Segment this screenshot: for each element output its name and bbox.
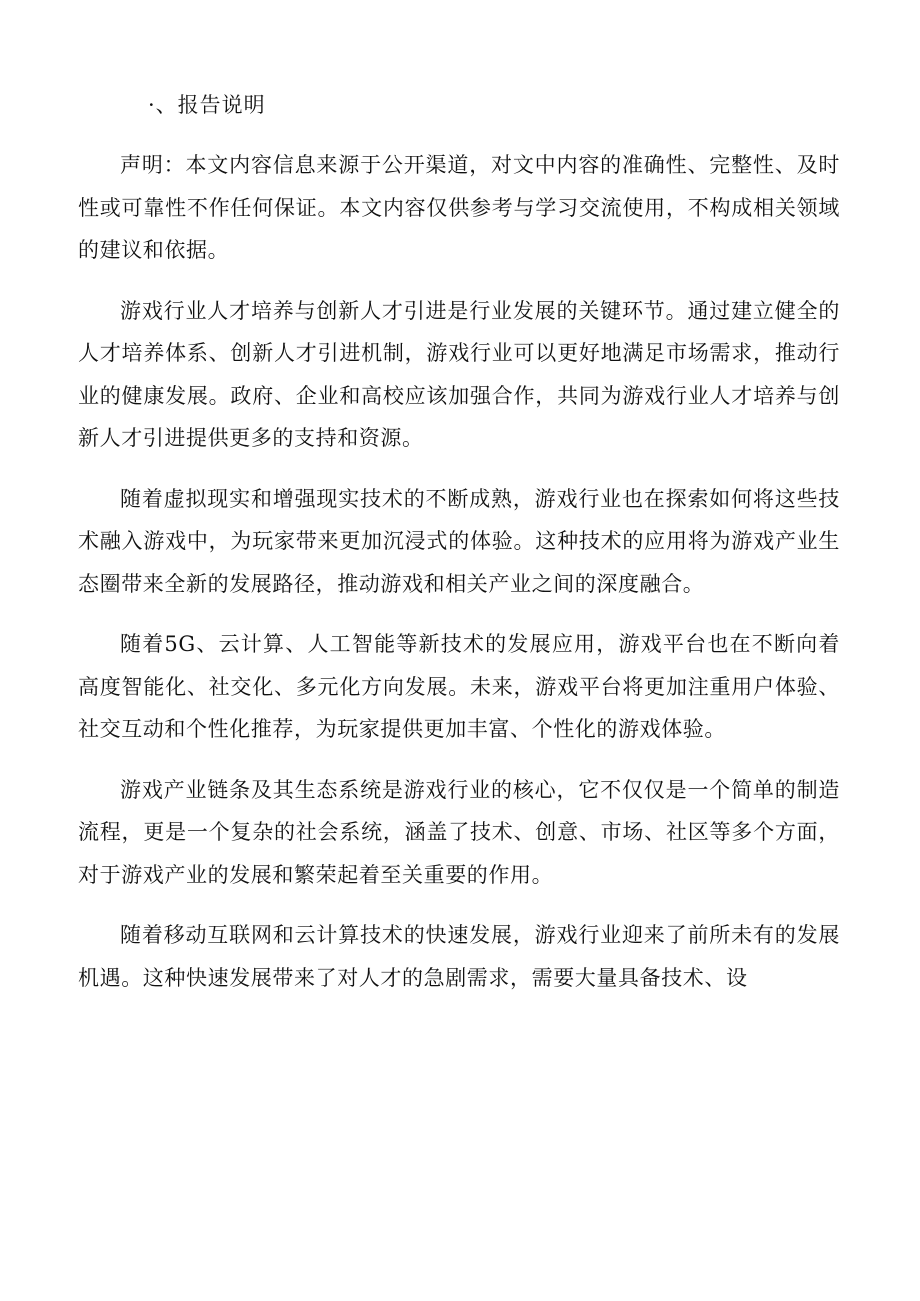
paragraph-mobile-internet: 随着移动互联网和云计算技术的快速发展，游戏行业迎来了前所未有的发展机遇。这种快速发展带来了对人才的急剧需求，需要大量具备技术、设 (78, 923, 840, 990)
paragraph-platform: 随着5G、云计算、人工智能等新技术的发展应用，游戏平台也在不断向着高度智能化、社交化、多元化方向发展。未来，游戏平台将更加注重用户体验、社交互动和个性化推荐，为玩家提供更加丰富、个性化的游戏体验。 (78, 632, 840, 741)
paragraph-industry-chain: 游戏产业链条及其生态系统是游戏行业的核心，它不仅仅是一个简单的制造流程，更是一个复杂的社会系统，涵盖了技术、创意、市场、社区等多个方面，对于游戏产业的发展和繁荣起着至关重要的作用。 (78, 777, 840, 887)
paragraph-talent: 游戏行业人才培养与创新人才引进是行业发展的关键环节。通过建立健全的人才培养体系、创新人才引进机制，游戏行业可以更好地满足市场需求，推动行业的健康发展。政府、企业和高校应该加强合作，共同为游戏行业人才培养与创新人才引进提供更多的支持和资源。 (78, 298, 840, 450)
body-text (78, 144, 840, 1017)
section-heading: ·、报告说明 (148, 93, 266, 117)
paragraph-disclaimer: 声明：本文内容信息来源于公开渠道，对文中内容的准确性、完整性、及时性或可靠性不作任何保证。本文内容仅供参考与学习交流使用，不构成相关领域的建议和依据。 (78, 153, 840, 262)
paragraph-vr-ar: 随着虚拟现实和增强现实技术的不断成熟，游戏行业也在探索如何将这些技术融入游戏中，为玩家带来更加沉浸式的体验。这种技术的应用将为游戏产业生态圈带来全新的发展路径，推动游戏和相关产业之间的深度融合。 (78, 486, 840, 596)
